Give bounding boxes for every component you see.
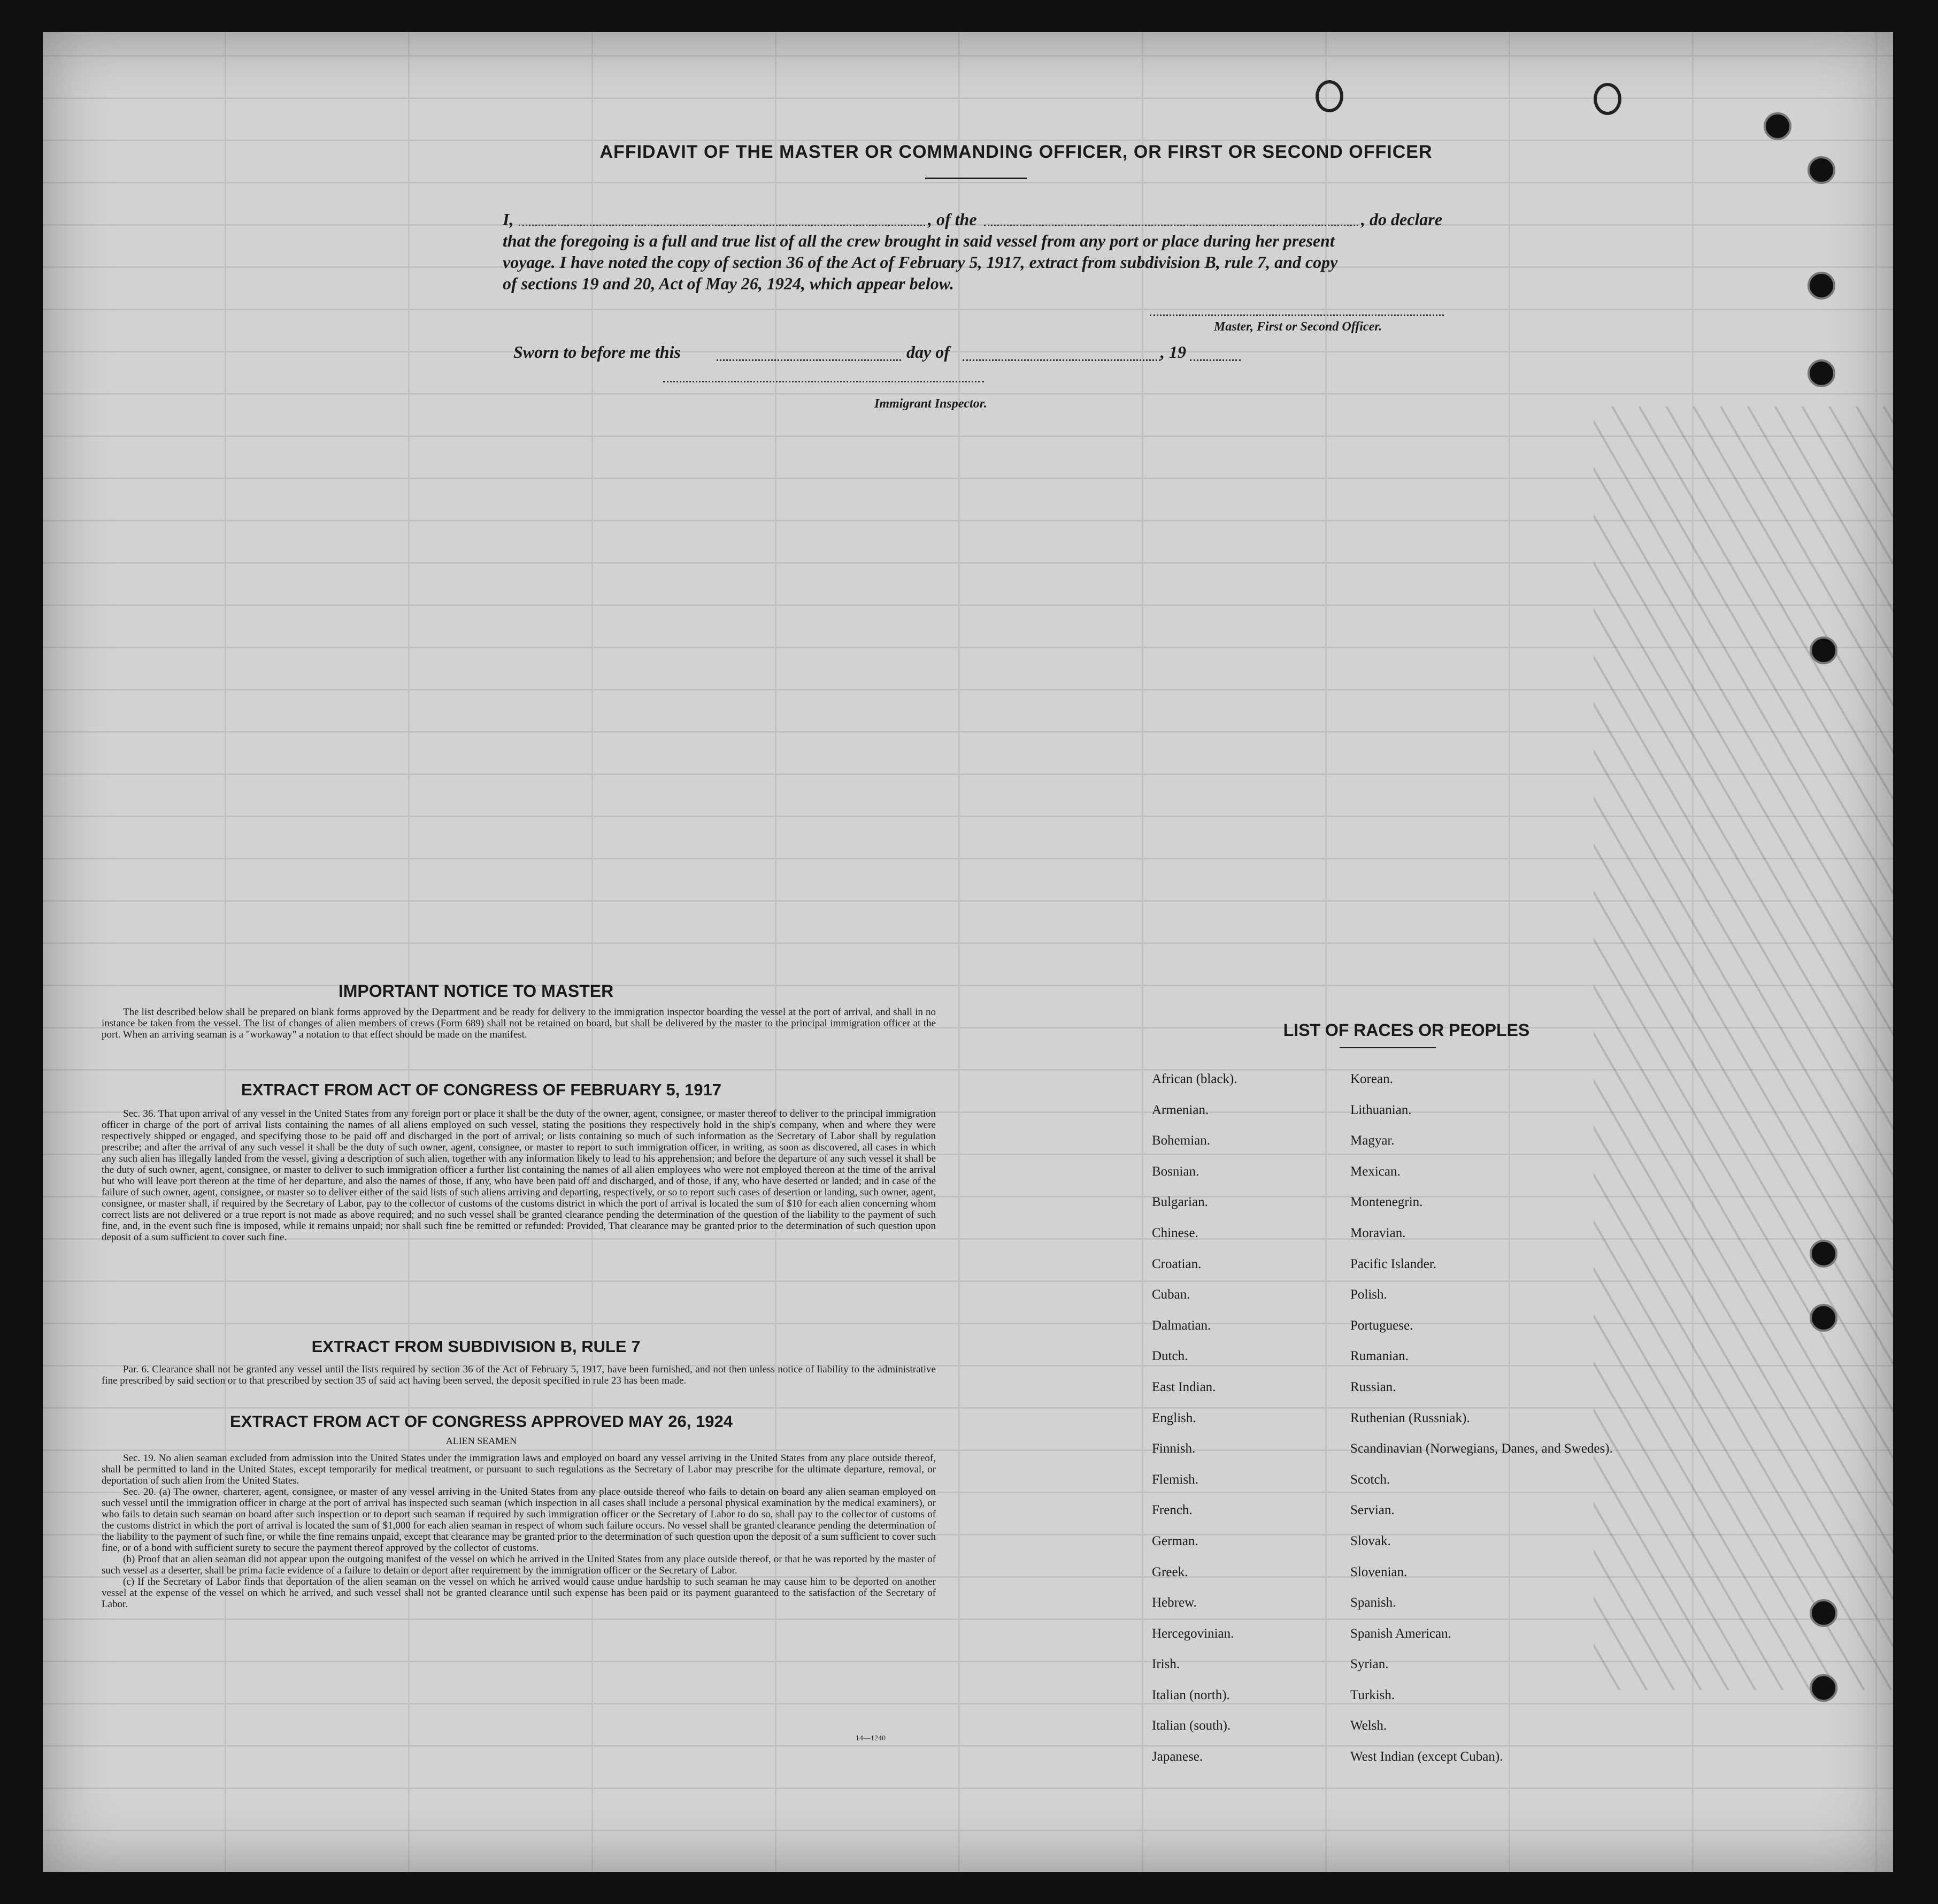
race-item: Dalmatian. — [1152, 1318, 1211, 1333]
race-item: Dutch. — [1152, 1349, 1188, 1364]
race-item: Spanish American. — [1350, 1626, 1451, 1641]
ring-hole-icon — [1316, 80, 1343, 112]
race-item: Pacific Islander. — [1350, 1256, 1437, 1271]
race-item: Bosnian. — [1152, 1164, 1199, 1179]
punch-hole-icon — [1810, 1240, 1837, 1268]
race-item: German. — [1152, 1533, 1198, 1548]
punch-hole-icon — [1810, 636, 1837, 664]
notice-title: IMPORTANT NOTICE TO MASTER — [338, 981, 614, 1001]
vessel-blank — [984, 225, 1358, 226]
sworn-line — [513, 342, 1262, 366]
extract-1924-title: EXTRACT FROM ACT OF CONGRESS APPROVED MAY 26, 1924 — [230, 1412, 733, 1431]
race-item: Welsh. — [1350, 1718, 1387, 1733]
rule7-body: Par. 6. Clearance shall not be granted any vessel until the lists required by section 36 of the Act of February 5, 1917, have been furnished, and not then unless notice of liability to the administrative fine prescribed by said section or to that prescribed by section 35 of said act having been served, the deposit specified in rule 23 has been made. — [102, 1364, 936, 1386]
race-item: Finnish. — [1152, 1441, 1196, 1456]
race-item: Lithuanian. — [1350, 1102, 1412, 1117]
punch-hole-icon — [1808, 272, 1835, 300]
races-title: LIST OF RACES OR PEOPLES — [1283, 1020, 1530, 1040]
race-item: Cuban. — [1152, 1287, 1190, 1302]
affidavit-do-declare: , do declare — [1361, 210, 1442, 229]
race-item: Croatian. — [1152, 1256, 1202, 1271]
affidavit-line-2: that the foregoing is a full and true list of all the crew brought in said vessel from any port or place during her present — [503, 231, 1335, 250]
punch-hole-icon — [1808, 156, 1835, 184]
race-item: Armenian. — [1152, 1102, 1209, 1117]
sworn-day-of: day of — [906, 342, 950, 362]
rule7-title: EXTRACT FROM SUBDIVISION B, RULE 7 — [311, 1337, 641, 1356]
affidavit-statement — [503, 209, 1529, 294]
notice-body: The list described below shall be prepared on blank forms approved by the Department and be ready for delivery to the immigration inspector boarding the vessel at the port of arrival, and shall in no instance be taken from the vessel. The list of changes of alien members of crews (Form 689) shall not be retained on board, but shall be delivered by the master to the principal immigration officer at the port. When an arriving seaman is a "workaway" a notation to that effect should be made on the manifest. — [102, 1007, 936, 1040]
race-item: Scandinavian (Norwegians, Danes, and Swedes). — [1350, 1441, 1613, 1456]
race-item: Moravian. — [1350, 1225, 1406, 1240]
race-item: Bulgarian. — [1152, 1195, 1208, 1210]
race-item: Polish. — [1350, 1287, 1387, 1302]
race-item: English. — [1152, 1410, 1196, 1425]
inspector-signature-line — [663, 381, 984, 382]
race-item: Spanish. — [1350, 1595, 1396, 1610]
section-20c: (c) If the Secretary of Labor finds that deportation of the alien seaman on the vessel on which he arrived would cause undue hardship to such seaman he may cause him to be deported on another vessel at the expense of the vessel on which he arrived, and such vessel shall not be granted clearance until such expense has been paid or its payment guaranteed to the satisfaction of the Secretary of Labor. — [102, 1576, 936, 1610]
master-signature-line — [1150, 314, 1444, 316]
race-item: Italian (south). — [1152, 1718, 1231, 1733]
title-underline — [925, 178, 1027, 179]
punch-hole-icon — [1808, 359, 1835, 387]
race-item: Irish. — [1152, 1657, 1180, 1672]
affidavit-line-1 — [503, 209, 1529, 230]
affidavit-line-4: of sections 19 and 20, Act of May 26, 1924, which appear below. — [503, 274, 954, 293]
sworn-year-prefix: , 19 — [1160, 342, 1186, 362]
extract-1924-body — [102, 1453, 936, 1610]
races-column-1 — [1152, 1071, 1344, 1780]
inspector-signature-label: Immigrant Inspector. — [874, 397, 987, 411]
section-19: Sec. 19. No alien seaman excluded from admission into the United States under the immigration laws and employed on board any vessel arriving in the United States from any place outside thereof, shall be permitted to land in the United States, except temporarily for medical treatment, or pursuant to such regulations as the Secretary of Labor may prescribe for the ultimate departure, removal, or deportation of such alien from the United States. — [102, 1453, 936, 1486]
race-item: Rumanian. — [1350, 1349, 1409, 1364]
race-item: Turkish. — [1350, 1687, 1395, 1702]
race-item: Ruthenian (Russniak). — [1350, 1410, 1470, 1425]
race-item: Servian. — [1350, 1503, 1395, 1518]
punch-hole-icon — [1810, 1599, 1837, 1627]
sworn-day-blank — [717, 359, 901, 361]
race-item: Mexican. — [1350, 1164, 1401, 1179]
race-item: Hebrew. — [1152, 1595, 1197, 1610]
extract-1917-body: Sec. 36. That upon arrival of any vessel in the United States from any foreign port or place it shall be the duty of the owner, agent, consignee, or master thereof to deliver to the principal immigration officer in charge of the port of arrival lists containing the names of all aliens employed on such vessel, stating the positions they respectively hold in the ship's company, when and where they were respectively shipped or engaged, and specifying those to be paid off and discharged in the port of arrival; or lists containing so much of such information as the Secretary of Labor shall by regulation prescribe; and after the arrival of any such vessel it shall be the duty of such owner, agent, consignee, or master to report to such immigration officer, in writing, as soon as discovered, all cases in which any such alien has illegally landed from the vessel, giving a description of such alien, together with any information likely to lead to his apprehension; and before the departure of any such vessel it shall be the duty of such owner, agent, consignee, or master to deliver to such immigration officer a further list containing the names of all alien employees who were not employed thereon at the time of the arrival but who will leave port thereon at the time of her departure, and also the names of those, if any, who have been paid off and discharged, and of those, if any, who have deserted or landed; and in case of the failure of such owner, agent, consignee, or master so to deliver either of the said lists of such aliens arriving and departing, respectively, or so to report such cases of desertion or landing, such owner, agent, consignee, or master shall, if required by the Secretary of Labor, pay to the collector of customs of the customs district in which the port of arrival is located the sum of $10 for each alien concerning whom correct lists are not delivered or a true report is not made as above required; and no such vessel shall be granted clearance pending the determination of the question of the liability to the payment of such fine, and, in the event such fine is imposed, while it remains unpaid; nor shall such fine be remitted or refunded: Provided, That clearance may be granted prior to the determination of such question upon deposit of a sum sufficient to cover such fine. — [102, 1108, 936, 1243]
section-20a: Sec. 20. (a) The owner, charterer, agent, consignee, or master of any vessel arriving in the United States from any place outside thereof who fails to detain on board any alien seaman employed on such vessel until the immigration officer in charge at the port of arrival has inspected such seaman (which inspection in all cases shall include a personal physical examination by the medical examiners), or who fails to detain such seaman on board after such inspection or to deport such seaman if required by such immigration officer or the Secretary of Labor to do so, shall pay to the collector of customs of the customs district in which the port of arrival is located the sum of $1,000 for each alien seaman in respect of whom such failure occurs. No vessel shall be granted clearance pending the determination of the liability to the payment of such fine, or while the fine remains unpaid, except that clearance may be granted prior to the determination of such question upon the deposit of a sum sufficient to cover such fine, or of a bond with sufficient surety to secure the payment thereof approved by the collector of customs. — [102, 1486, 936, 1554]
extract-1917-title: EXTRACT FROM ACT OF CONGRESS OF FEBRUARY 5, 1917 — [241, 1080, 721, 1099]
race-item: Slovak. — [1350, 1533, 1391, 1548]
race-item: Scotch. — [1350, 1472, 1390, 1487]
sworn-month-blank — [963, 359, 1160, 361]
ring-hole-icon — [1594, 83, 1621, 115]
punch-hole-icon — [1810, 1674, 1837, 1702]
sworn-prefix: Sworn to before me this — [513, 342, 681, 362]
affidavit-title: AFFIDAVIT OF THE MASTER OR COMMANDING OFFICER, OR FIRST OR SECOND OFFICER — [599, 142, 1433, 162]
punch-hole-icon — [1810, 1304, 1837, 1332]
race-item: Chinese. — [1152, 1225, 1198, 1240]
race-item: Slovenian. — [1350, 1564, 1408, 1579]
affidavit-of-the: , of the — [928, 210, 977, 229]
race-item: Magyar. — [1350, 1133, 1395, 1148]
races-underline — [1340, 1047, 1436, 1048]
races-column-2 — [1350, 1071, 1628, 1780]
race-item: French. — [1152, 1503, 1193, 1518]
alien-seamen-subtitle: ALIEN SEAMEN — [445, 1435, 517, 1446]
race-item: Italian (north). — [1152, 1687, 1230, 1702]
race-item: Korean. — [1350, 1072, 1393, 1086]
race-item: African (black). — [1152, 1072, 1237, 1086]
race-item: Greek. — [1152, 1564, 1188, 1579]
race-item: Bohemian. — [1152, 1133, 1211, 1148]
affidavit-i: I, — [503, 210, 514, 229]
race-item: Syrian. — [1350, 1657, 1389, 1672]
affidavit-line-3: voyage. I have noted the copy of section 36 of the Act of February 5, 1917, extract from subdivision B, rule 7, and copy — [503, 252, 1338, 272]
section-20b: (b) Proof that an alien seaman did not appear upon the outgoing manifest of the vessel on which he arrived in the United States from any place outside thereof, or that he was reported by the master of such vessel as a deserter, shall be prima facie evidence of a failure to detain or deport after requirement by the immigration officer or the Secretary of Labor. — [102, 1554, 936, 1576]
master-signature-label: Master, First or Second Officer. — [1214, 320, 1382, 334]
sworn-year-blank — [1190, 359, 1241, 361]
name-blank — [519, 225, 925, 226]
race-item: Portuguese. — [1350, 1318, 1413, 1333]
race-item: Russian. — [1350, 1379, 1396, 1394]
form-number: 14—1240 — [856, 1734, 886, 1742]
document-page — [43, 32, 1893, 1872]
race-item: Hercegovinian. — [1152, 1626, 1234, 1641]
race-item: Japanese. — [1152, 1749, 1203, 1764]
race-item: West Indian (except Cuban). — [1350, 1749, 1503, 1764]
race-item: East Indian. — [1152, 1379, 1216, 1394]
race-item: Flemish. — [1152, 1472, 1198, 1487]
bleed-through-checkmarks — [1594, 406, 1893, 1690]
punch-hole-icon — [1764, 112, 1791, 140]
race-item: Montenegrin. — [1350, 1195, 1423, 1210]
